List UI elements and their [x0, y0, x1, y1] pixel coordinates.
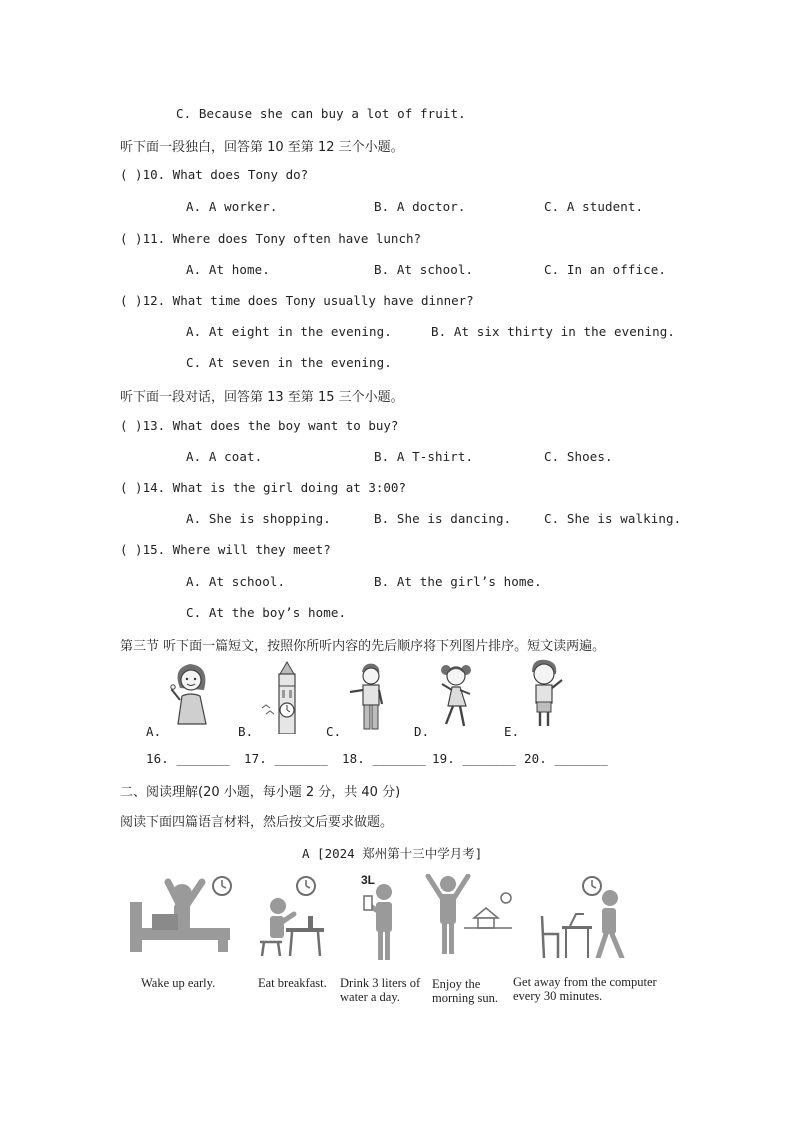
caption-enjoy-sun-line1: Enjoy the: [432, 977, 481, 991]
question-12: ( )12. What time does Tony usually have dinner?: [120, 293, 474, 308]
picture-e-boy-waving: [522, 656, 568, 734]
caption-wake-up: Wake up early.: [141, 976, 216, 990]
q10-option-a: A. A worker.: [186, 199, 278, 214]
section-3-heading: 第三节 听下面一篇短文，按照你所听内容的先后顺序将下列图片排序。短文读两遍。: [120, 639, 606, 654]
question-15: ( )15. Where will they meet?: [120, 542, 331, 557]
q12-option-b: B. At six thirty in the evening.: [431, 324, 676, 339]
question-13: ( )13. What does the boy want to buy?: [120, 418, 399, 433]
part-2-instructions: 阅读下面四篇语言材料，然后按文后要求做题。: [120, 815, 394, 830]
q15-option-b: B. At the girl’s home.: [374, 574, 542, 589]
q11-option-b: B. At school.: [374, 262, 474, 277]
q15-option-a: A. At school.: [186, 574, 286, 589]
q12-option-a: A. At eight in the evening.: [186, 324, 392, 339]
answer-blank-20[interactable]: 20. _______: [524, 751, 608, 766]
picture-a-woman-waving: [168, 660, 214, 734]
answer-blank-16[interactable]: 16. _______: [146, 751, 230, 766]
answer-blank-19[interactable]: 19. _______: [432, 751, 516, 766]
answer-blank-18[interactable]: 18. _______: [342, 751, 426, 766]
section-heading-13-15: 听下面一段对话，回答第 13 至第 15 三个小题。: [120, 390, 404, 405]
picture-label-e: E.: [504, 724, 520, 739]
passage-a-title: A [2024 郑州第十三中学月考]: [302, 846, 483, 861]
caption-drink-water-line2: water a day.: [340, 990, 400, 1004]
caption-computer-line1: Get away from the computer: [513, 975, 657, 989]
question-11: ( )11. Where does Tony often have lunch?: [120, 231, 422, 246]
caption-computer-line2: every 30 minutes.: [513, 989, 603, 1003]
question-14: ( )14. What is the girl doing at 3:00?: [120, 480, 406, 495]
part-2-heading: 二、阅读理解(20 小题，每小题 2 分，共 40 分): [120, 785, 401, 800]
q14-option-c: C. She is walking.: [544, 511, 682, 526]
picture-b-clock-tower: [258, 660, 304, 738]
caption-drink-water-line1: Drink 3 liters of: [340, 976, 421, 990]
caption-eat-breakfast: Eat breakfast.: [258, 976, 327, 990]
q14-option-b: B. She is dancing.: [374, 511, 512, 526]
caption-enjoy-sun-line2: morning sun.: [432, 991, 498, 1005]
picture-label-d: D.: [414, 724, 430, 739]
section-heading-10-12: 听下面一段独白，回答第 10 至第 12 三个小题。: [120, 140, 404, 155]
answer-blank-17[interactable]: 17. _______: [244, 751, 328, 766]
picture-label-c: C.: [326, 724, 342, 739]
three-liters-label: 3L: [361, 873, 376, 887]
q11-option-c: C. In an office.: [544, 262, 667, 277]
picture-label-b: B.: [238, 724, 254, 739]
q15-option-c: C. At the boy’s home.: [186, 605, 347, 620]
pictogram-eat-breakfast: [258, 872, 328, 960]
q13-option-c: C. Shoes.: [544, 449, 613, 464]
picture-c-boy-pointing: [344, 660, 390, 738]
pictogram-drink-water: [360, 884, 406, 964]
picture-label-a: A.: [146, 724, 162, 739]
pictogram-away-from-computer: [540, 874, 636, 962]
q10-option-b: B. A doctor.: [374, 199, 466, 214]
q10-option-c: C. A student.: [544, 199, 644, 214]
q9-option-c: C. Because she can buy a lot of fruit.: [176, 106, 466, 121]
q13-option-a: A. A coat.: [186, 449, 263, 464]
q13-option-b: B. A T-shirt.: [374, 449, 474, 464]
q11-option-a: A. At home.: [186, 262, 270, 277]
q14-option-a: A. She is shopping.: [186, 511, 331, 526]
pictogram-enjoy-sun: [424, 874, 514, 962]
pictogram-wake-up: [130, 872, 234, 960]
question-10: ( )10. What does Tony do?: [120, 167, 309, 182]
picture-d-girl-dancing: [432, 660, 478, 738]
q12-option-c: C. At seven in the evening.: [186, 355, 392, 370]
